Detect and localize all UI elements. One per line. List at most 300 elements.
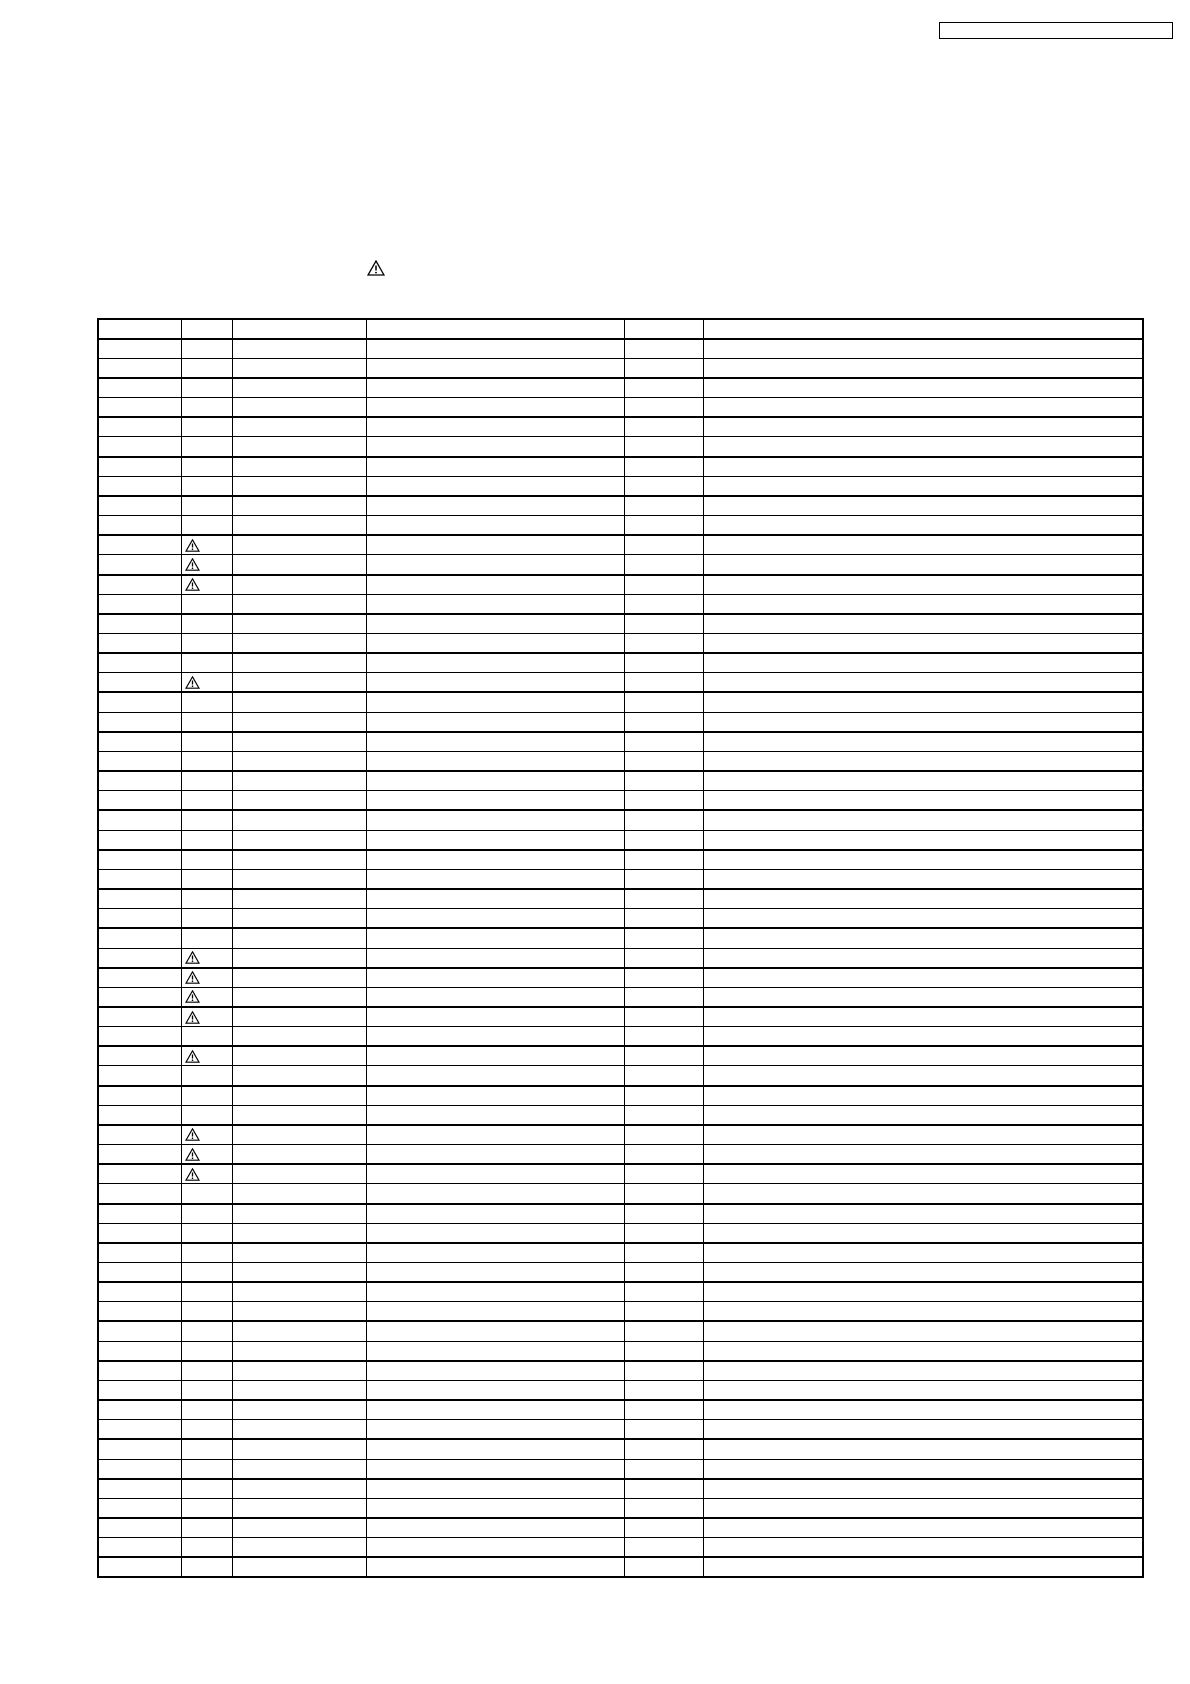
cell-safety xyxy=(181,1184,232,1204)
header-remarks xyxy=(703,319,1143,339)
cell-part-name xyxy=(366,535,624,555)
cell-qty xyxy=(624,378,703,398)
cell-safety xyxy=(181,1420,232,1440)
cell-ref-no xyxy=(98,1223,181,1243)
cell-remarks xyxy=(703,1538,1143,1558)
cell-remarks xyxy=(703,378,1143,398)
cell-qty xyxy=(624,1184,703,1204)
cell-qty xyxy=(624,1302,703,1322)
cell-qty xyxy=(624,1007,703,1027)
cell-ref-no xyxy=(98,889,181,909)
cell-qty xyxy=(624,1459,703,1479)
cell-part-no xyxy=(232,673,366,693)
table-row xyxy=(98,1361,1143,1381)
warning-triangle-icon xyxy=(185,1128,200,1141)
cell-remarks xyxy=(703,968,1143,988)
cell-part-no xyxy=(232,909,366,929)
cell-part-no xyxy=(232,476,366,496)
table-row xyxy=(98,1518,1143,1538)
table-row xyxy=(98,378,1143,398)
cell-qty xyxy=(624,1125,703,1145)
warning-triangle-icon xyxy=(185,558,200,571)
cell-part-name xyxy=(366,1145,624,1165)
cell-ref-no xyxy=(98,1066,181,1086)
cell-part-no xyxy=(232,1007,366,1027)
cell-qty xyxy=(624,1086,703,1106)
cell-part-no xyxy=(232,575,366,595)
table-row xyxy=(98,535,1143,555)
cell-part-name xyxy=(366,889,624,909)
cell-remarks xyxy=(703,1243,1143,1263)
cell-remarks xyxy=(703,516,1143,536)
cell-part-name xyxy=(366,909,624,929)
cell-qty xyxy=(624,1420,703,1440)
cell-part-no xyxy=(232,358,366,378)
cell-remarks xyxy=(703,712,1143,732)
cell-qty xyxy=(624,1243,703,1263)
cell-qty xyxy=(624,1164,703,1184)
cell-ref-no xyxy=(98,1302,181,1322)
cell-safety xyxy=(181,1400,232,1420)
table-row xyxy=(98,1380,1143,1400)
cell-ref-no xyxy=(98,417,181,437)
table-row xyxy=(98,575,1143,595)
cell-safety xyxy=(181,358,232,378)
table-row xyxy=(98,555,1143,575)
table-row xyxy=(98,417,1143,437)
table-row xyxy=(98,1557,1143,1577)
cell-remarks xyxy=(703,1125,1143,1145)
cell-remarks xyxy=(703,692,1143,712)
table-row xyxy=(98,1125,1143,1145)
cell-ref-no xyxy=(98,869,181,889)
cell-part-name xyxy=(366,1380,624,1400)
cell-part-name xyxy=(366,398,624,418)
cell-ref-no xyxy=(98,1341,181,1361)
cell-part-name xyxy=(366,1439,624,1459)
cell-ref-no xyxy=(98,457,181,477)
cell-qty xyxy=(624,673,703,693)
cell-ref-no xyxy=(98,712,181,732)
table-row xyxy=(98,1105,1143,1125)
cell-part-name xyxy=(366,1086,624,1106)
cell-safety xyxy=(181,476,232,496)
cell-part-name xyxy=(366,1223,624,1243)
cell-qty xyxy=(624,535,703,555)
table-row xyxy=(98,673,1143,693)
cell-ref-no xyxy=(98,751,181,771)
cell-qty xyxy=(624,1498,703,1518)
table-row xyxy=(98,928,1143,948)
cell-part-name xyxy=(366,1105,624,1125)
cell-part-name xyxy=(366,1204,624,1224)
cell-part-name xyxy=(366,1479,624,1499)
cell-remarks xyxy=(703,1184,1143,1204)
cell-ref-no xyxy=(98,1204,181,1224)
cell-part-name xyxy=(366,555,624,575)
cell-remarks xyxy=(703,1086,1143,1106)
cell-safety xyxy=(181,1380,232,1400)
cell-part-no xyxy=(232,1302,366,1322)
table-row xyxy=(98,1263,1143,1283)
table-row xyxy=(98,968,1143,988)
cell-ref-no xyxy=(98,1086,181,1106)
cell-safety xyxy=(181,339,232,359)
cell-qty xyxy=(624,1479,703,1499)
table-row xyxy=(98,712,1143,732)
cell-qty xyxy=(624,1046,703,1066)
cell-safety xyxy=(181,535,232,555)
cell-part-name xyxy=(366,850,624,870)
cell-ref-no xyxy=(98,1321,181,1341)
cell-part-no xyxy=(232,378,366,398)
cell-part-name xyxy=(366,1184,624,1204)
cell-qty xyxy=(624,417,703,437)
cell-remarks xyxy=(703,437,1143,457)
cell-part-no xyxy=(232,614,366,634)
cell-ref-no xyxy=(98,653,181,673)
cell-ref-no xyxy=(98,987,181,1007)
cell-safety xyxy=(181,1518,232,1538)
table-row xyxy=(98,1007,1143,1027)
cell-qty xyxy=(624,948,703,968)
cell-part-no xyxy=(232,1184,366,1204)
cell-ref-no xyxy=(98,535,181,555)
cell-remarks xyxy=(703,1400,1143,1420)
table-row xyxy=(98,771,1143,791)
cell-remarks xyxy=(703,1498,1143,1518)
cell-part-no xyxy=(232,889,366,909)
cell-part-name xyxy=(366,1302,624,1322)
cell-qty xyxy=(624,653,703,673)
table-row xyxy=(98,1223,1143,1243)
cell-part-no xyxy=(232,751,366,771)
cell-ref-no xyxy=(98,496,181,516)
table-row xyxy=(98,437,1143,457)
table-row xyxy=(98,398,1143,418)
cell-remarks xyxy=(703,1557,1143,1577)
cell-part-no xyxy=(232,869,366,889)
warning-triangle-icon xyxy=(185,951,200,964)
cell-part-name xyxy=(366,791,624,811)
cell-part-name xyxy=(366,575,624,595)
cell-part-name xyxy=(366,1263,624,1283)
cell-ref-no xyxy=(98,948,181,968)
cell-ref-no xyxy=(98,771,181,791)
cell-remarks xyxy=(703,575,1143,595)
cell-qty xyxy=(624,712,703,732)
cell-ref-no xyxy=(98,909,181,929)
cell-part-no xyxy=(232,1380,366,1400)
cell-qty xyxy=(624,1204,703,1224)
cell-qty xyxy=(624,1518,703,1538)
cell-part-name xyxy=(366,1125,624,1145)
cell-remarks xyxy=(703,732,1143,752)
cell-part-name xyxy=(366,457,624,477)
cell-safety xyxy=(181,869,232,889)
cell-part-name xyxy=(366,476,624,496)
cell-ref-no xyxy=(98,1243,181,1263)
cell-ref-no xyxy=(98,1125,181,1145)
table-row xyxy=(98,516,1143,536)
cell-part-name xyxy=(366,1066,624,1086)
cell-part-no xyxy=(232,496,366,516)
cell-ref-no xyxy=(98,1184,181,1204)
cell-safety xyxy=(181,791,232,811)
table-row xyxy=(98,1302,1143,1322)
table-row xyxy=(98,987,1143,1007)
cell-part-no xyxy=(232,437,366,457)
cell-qty xyxy=(624,555,703,575)
cell-safety xyxy=(181,575,232,595)
cell-ref-no xyxy=(98,928,181,948)
cell-safety xyxy=(181,634,232,654)
cell-part-no xyxy=(232,1046,366,1066)
cell-part-no xyxy=(232,692,366,712)
cell-remarks xyxy=(703,1105,1143,1125)
cell-ref-no xyxy=(98,516,181,536)
cell-qty xyxy=(624,339,703,359)
cell-ref-no xyxy=(98,1538,181,1558)
table-row xyxy=(98,634,1143,654)
cell-safety xyxy=(181,653,232,673)
cell-safety xyxy=(181,614,232,634)
cell-part-no xyxy=(232,555,366,575)
header-part-name xyxy=(366,319,624,339)
cell-part-name xyxy=(366,1243,624,1263)
cell-part-no xyxy=(232,1518,366,1538)
cell-ref-no xyxy=(98,378,181,398)
cell-part-no xyxy=(232,417,366,437)
cell-qty xyxy=(624,1538,703,1558)
cell-ref-no xyxy=(98,437,181,457)
cell-remarks xyxy=(703,869,1143,889)
cell-remarks xyxy=(703,791,1143,811)
cell-remarks xyxy=(703,1046,1143,1066)
cell-part-no xyxy=(232,712,366,732)
table-row xyxy=(98,751,1143,771)
cell-ref-no xyxy=(98,692,181,712)
header-safety xyxy=(181,319,232,339)
cell-remarks xyxy=(703,1282,1143,1302)
cell-part-name xyxy=(366,1538,624,1558)
cell-ref-no xyxy=(98,1263,181,1283)
cell-part-name xyxy=(366,987,624,1007)
cell-part-name xyxy=(366,1321,624,1341)
cell-part-name xyxy=(366,732,624,752)
table-row xyxy=(98,1282,1143,1302)
cell-part-no xyxy=(232,1223,366,1243)
cell-qty xyxy=(624,437,703,457)
cell-ref-no xyxy=(98,555,181,575)
header-part-no xyxy=(232,319,366,339)
cell-safety xyxy=(181,516,232,536)
cell-ref-no xyxy=(98,1479,181,1499)
cell-part-name xyxy=(366,810,624,830)
cell-qty xyxy=(624,751,703,771)
cell-safety xyxy=(181,751,232,771)
cell-ref-no xyxy=(98,398,181,418)
cell-part-no xyxy=(232,830,366,850)
cell-part-name xyxy=(366,948,624,968)
cell-part-no xyxy=(232,1321,366,1341)
cell-part-no xyxy=(232,968,366,988)
cell-ref-no xyxy=(98,358,181,378)
cell-remarks xyxy=(703,476,1143,496)
cell-part-name xyxy=(366,869,624,889)
table-row xyxy=(98,1498,1143,1518)
cell-qty xyxy=(624,791,703,811)
cell-qty xyxy=(624,398,703,418)
cell-remarks xyxy=(703,1439,1143,1459)
cell-qty xyxy=(624,1263,703,1283)
cell-qty xyxy=(624,850,703,870)
cell-qty xyxy=(624,594,703,614)
warning-triangle-icon xyxy=(185,1050,200,1063)
cell-remarks xyxy=(703,1007,1143,1027)
cell-qty xyxy=(624,732,703,752)
cell-part-no xyxy=(232,1164,366,1184)
cell-ref-no xyxy=(98,614,181,634)
cell-safety xyxy=(181,889,232,909)
cell-safety xyxy=(181,673,232,693)
cell-remarks xyxy=(703,1341,1143,1361)
cell-ref-no xyxy=(98,1518,181,1538)
cell-ref-no xyxy=(98,634,181,654)
cell-safety xyxy=(181,1105,232,1125)
cell-part-no xyxy=(232,653,366,673)
table-row xyxy=(98,457,1143,477)
cell-part-name xyxy=(366,968,624,988)
table-row xyxy=(98,692,1143,712)
cell-remarks xyxy=(703,457,1143,477)
cell-remarks xyxy=(703,909,1143,929)
cell-part-name xyxy=(366,1007,624,1027)
cell-remarks xyxy=(703,496,1143,516)
cell-qty xyxy=(624,909,703,929)
table-row xyxy=(98,1420,1143,1440)
cell-remarks xyxy=(703,1459,1143,1479)
table-row xyxy=(98,594,1143,614)
cell-part-no xyxy=(232,1282,366,1302)
cell-safety xyxy=(181,1361,232,1381)
cell-ref-no xyxy=(98,594,181,614)
cell-remarks xyxy=(703,1145,1143,1165)
cell-part-name xyxy=(366,1046,624,1066)
cell-ref-no xyxy=(98,791,181,811)
cell-qty xyxy=(624,1223,703,1243)
cell-part-name xyxy=(366,1459,624,1479)
warning-triangle-icon xyxy=(185,1148,200,1161)
cell-part-no xyxy=(232,928,366,948)
cell-part-name xyxy=(366,1557,624,1577)
cell-remarks xyxy=(703,535,1143,555)
cell-qty xyxy=(624,869,703,889)
cell-part-no xyxy=(232,1439,366,1459)
cell-safety xyxy=(181,555,232,575)
cell-part-name xyxy=(366,771,624,791)
table-row xyxy=(98,1027,1143,1047)
cell-ref-no xyxy=(98,810,181,830)
cell-safety xyxy=(181,712,232,732)
cell-part-no xyxy=(232,1086,366,1106)
table-row xyxy=(98,791,1143,811)
cell-safety xyxy=(181,1243,232,1263)
cell-part-name xyxy=(366,653,624,673)
cell-remarks xyxy=(703,889,1143,909)
cell-remarks xyxy=(703,850,1143,870)
cell-qty xyxy=(624,968,703,988)
cell-part-name xyxy=(366,1164,624,1184)
cell-part-name xyxy=(366,437,624,457)
cell-safety xyxy=(181,968,232,988)
cell-part-name xyxy=(366,1341,624,1361)
cell-safety xyxy=(181,1007,232,1027)
cell-qty xyxy=(624,516,703,536)
table-row xyxy=(98,358,1143,378)
cell-part-no xyxy=(232,987,366,1007)
table-row xyxy=(98,1341,1143,1361)
cell-qty xyxy=(624,476,703,496)
cell-part-no xyxy=(232,1125,366,1145)
cell-part-no xyxy=(232,535,366,555)
header-qty xyxy=(624,319,703,339)
cell-safety xyxy=(181,948,232,968)
cell-ref-no xyxy=(98,1046,181,1066)
table-row xyxy=(98,1184,1143,1204)
cell-ref-no xyxy=(98,1164,181,1184)
cell-part-no xyxy=(232,1420,366,1440)
cell-qty xyxy=(624,1380,703,1400)
warning-triangle-icon xyxy=(185,578,200,591)
cell-remarks xyxy=(703,594,1143,614)
cell-safety xyxy=(181,437,232,457)
cell-ref-no xyxy=(98,339,181,359)
table-row xyxy=(98,476,1143,496)
cell-remarks xyxy=(703,1027,1143,1047)
cell-part-no xyxy=(232,1400,366,1420)
cell-remarks xyxy=(703,1302,1143,1322)
cell-ref-no xyxy=(98,1027,181,1047)
cell-safety xyxy=(181,1204,232,1224)
cell-remarks xyxy=(703,1479,1143,1499)
table-row xyxy=(98,889,1143,909)
table-row xyxy=(98,830,1143,850)
cell-remarks xyxy=(703,555,1143,575)
cell-part-name xyxy=(366,1361,624,1381)
cell-remarks xyxy=(703,358,1143,378)
cell-qty xyxy=(624,1321,703,1341)
cell-qty xyxy=(624,830,703,850)
cell-safety xyxy=(181,1164,232,1184)
table-row xyxy=(98,948,1143,968)
table-row xyxy=(98,1321,1143,1341)
cell-safety xyxy=(181,417,232,437)
cell-safety xyxy=(181,1321,232,1341)
cell-qty xyxy=(624,1145,703,1165)
cell-ref-no xyxy=(98,1007,181,1027)
cell-qty xyxy=(624,1439,703,1459)
cell-safety xyxy=(181,1439,232,1459)
cell-safety xyxy=(181,1046,232,1066)
table-row xyxy=(98,496,1143,516)
cell-safety xyxy=(181,1086,232,1106)
cell-part-name xyxy=(366,417,624,437)
cell-ref-no xyxy=(98,1105,181,1125)
warning-triangle-icon xyxy=(185,676,200,689)
table-row xyxy=(98,1243,1143,1263)
warning-triangle-icon xyxy=(185,539,200,552)
